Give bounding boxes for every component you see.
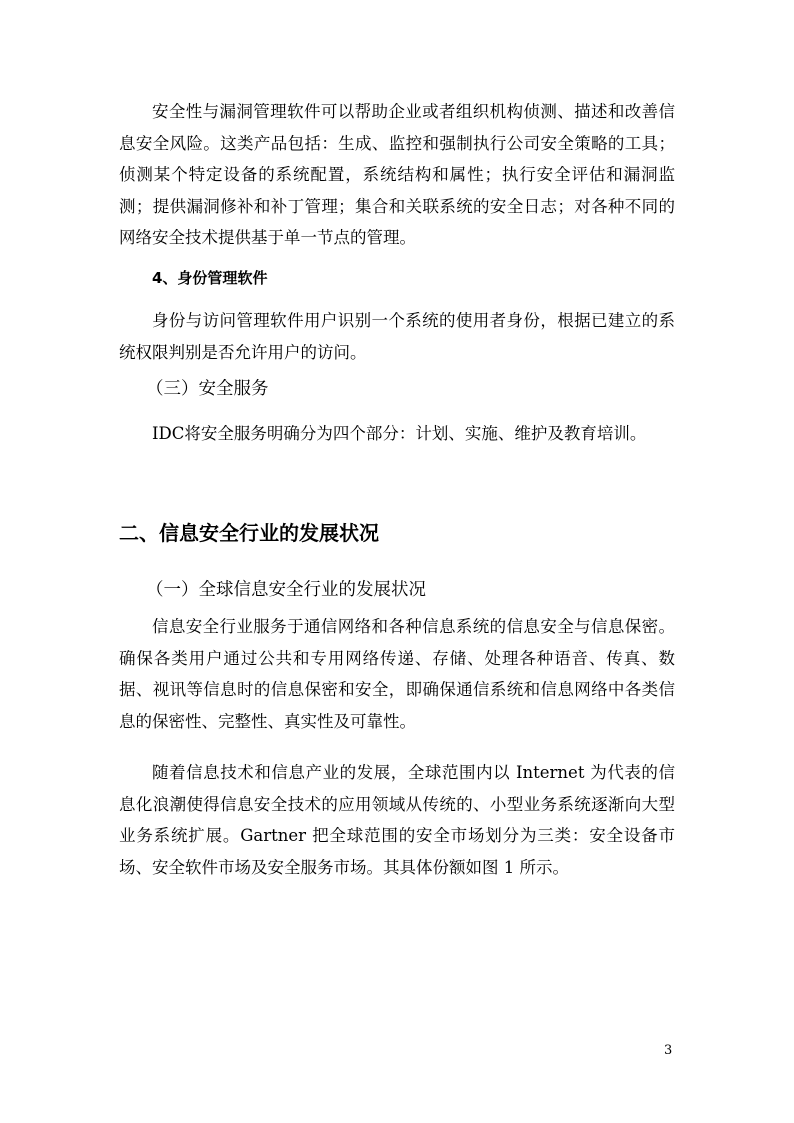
heading-global-industry: （一）全球信息安全行业的发展状况 (146, 580, 426, 600)
paragraph-security-services: IDC将安全服务明确分为四个部分：计划、实施、维护及教育培训。 (152, 424, 647, 443)
heading-security-services: （三）安全服务 (146, 379, 269, 399)
paragraph-vulnerability-management: 安全性与漏洞管理软件可以帮助企业或者组织机构侦测、描述和改善信息安全风险。这类产品包括：生成、监控和强制执行公司安全策略的工具；侦测某个特定设备的系统配置，系统结构和属性；执行安全评估和漏洞监测；提供漏洞修补和补丁管理；集合和关联系统的安全日志；对各种不同的网络安全技术提供基于单一节点的管理。 (119, 102, 675, 247)
paragraph-identity-management: 身份与访问管理软件用户识别一个系统的使用者身份，根据已建立的系统权限判别是否允许用户的访问。 (119, 311, 675, 362)
paragraph-industry-development: 随着信息技术和信息产业的发展，全球范围内以 Internet 为代表的信息化浪潮使得信息安全技术的应用领域从传统的、小型业务系统逐渐向大型业务系统扩展。Gartner 把全球范围的安全市场划分为三类：安全设备市场、安全软件市场及安全服务市场。其具体份额如图 1 所示。 (119, 763, 675, 877)
heading-identity-management: 4、身份管理软件 (152, 269, 268, 287)
heading-chapter-2: 二、信息安全行业的发展状况 (119, 521, 379, 545)
paragraph-industry-services: 信息安全行业服务于通信网络和各种信息系统的信息安全与信息保密。确保各类用户通过公共和专用网络传递、存储、处理各种语音、传真、数据、视讯等信息时的信息保密和安全，即确保通信系统和信息网络中各类信息的保密性、完整性、真实性及可靠性。 (119, 617, 675, 731)
page-number: 3 (664, 1043, 673, 1058)
